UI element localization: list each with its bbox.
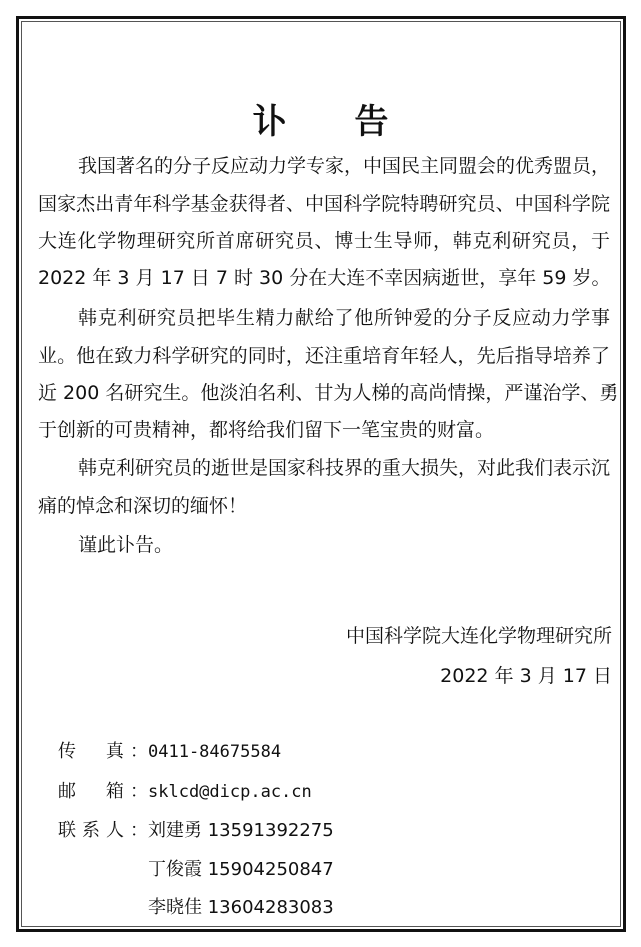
contact-phone: 13604283083 [207, 897, 334, 918]
body-line: 于创新的可贵精神，都将给我们留下一笔宝贵的财富。 [38, 419, 495, 441]
body-line: 近 200 名研究生。他淡泊名利、甘为人梯的高尚情操，严谨治学、勇 [38, 382, 619, 404]
contact-person [58, 818, 334, 844]
contact-person [58, 895, 334, 921]
body-line: 国家杰出青年科学基金获得者、中国科学院特聘研究员、中国科学院 [38, 193, 610, 215]
contact-name: 丁俊霞 [148, 859, 202, 880]
fax-number: 0411-84675584 [148, 742, 282, 762]
people-label: 联系人： [58, 820, 148, 841]
body-line: 2022 年 3 月 17 日 7 时 30 分在大连不幸因病逝世，享年 59 岁。 [38, 267, 611, 289]
closing-line: 谨此讣告。 [78, 534, 174, 556]
email-address[interactable]: sklcd@dicp.ac.cn [148, 782, 312, 802]
body-line: 我国著名的分子反应动力学专家，中国民主同盟会的优秀盟员， [78, 155, 611, 177]
body-line: 业。他在致力科学研究的同时，还注重培育年轻人，先后指导培养了 [38, 345, 610, 367]
contact-fax [58, 739, 281, 765]
page-title: 讣 告 [252, 102, 417, 142]
signature-org: 中国科学院大连化学物理研究所 [345, 625, 612, 647]
fax-label: 传 真： [58, 741, 148, 762]
contact-phone: 13591392275 [207, 820, 334, 841]
contact-email [58, 779, 312, 805]
body-line: 韩克利研究员的逝世是国家科技界的重大损失，对此我们表示沉 [78, 457, 611, 479]
contact-person [58, 857, 334, 883]
signature-date: 2022 年 3 月 17 日 [440, 665, 612, 687]
body-line: 大连化学物理研究所首席研究员、博士生导师，韩克利研究员，于 [38, 230, 610, 252]
contact-name: 李晓佳 [148, 897, 202, 918]
email-label: 邮 箱： [58, 781, 148, 802]
body-line: 韩克利研究员把毕生精力献给了他所钟爱的分子反应动力学事 [78, 307, 610, 329]
contact-name: 刘建勇 [148, 820, 202, 841]
contact-phone: 15904250847 [207, 859, 334, 880]
body-line: 痛的悼念和深切的缅怀！ [38, 495, 248, 517]
